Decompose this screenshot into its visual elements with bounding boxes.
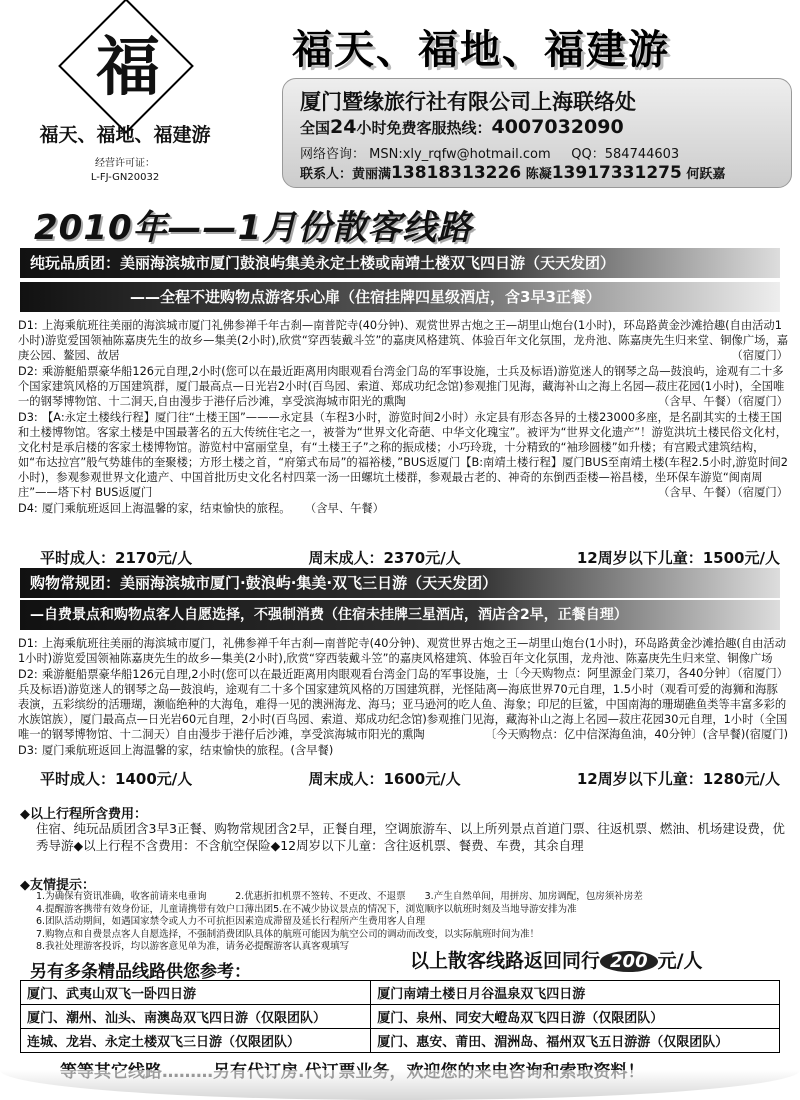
tips-heading: ◆友情提示： (20, 878, 95, 893)
hotline-prefix: 全国 (300, 119, 331, 137)
hotline (300, 116, 624, 138)
section1-price-child: 12周岁以下儿童：1500元/人 (576, 549, 780, 567)
logo-fu-character: 福 (96, 30, 160, 105)
page-title: 福天、福地、福建游 (292, 27, 670, 73)
route-cell: 厦门、泉州、同安大嶝岛双飞四日游（仅限团队） (371, 1005, 780, 1029)
section2-price-adult: 平时成人：1400元/人 (40, 770, 193, 788)
table-row (21, 981, 780, 1005)
company-name: 厦门暨缘旅行社有限公司上海联络处 (300, 90, 636, 114)
section2-day3: D3: 厦门乘航班返回上海温馨的家，结束愉快的旅程。(含早餐) (18, 744, 334, 757)
section2-itinerary (18, 636, 788, 759)
logo-slogan: 福天、福地、福建游 (39, 124, 211, 146)
section2-day2: D2: 乘游艇船票豪华船126元自理,2小时(您可以在最近距离用肉眼观看台湾金门岛的军事设施，士兵及标语)游览迷人的钢琴之岛—鼓浪屿，途观有二十多个国家建筑风格的万国建筑群，光怪陆离—海底世界70元自理，1.5小时（观看可爱的海狮和海豚表演，五彩缤纷的活珊瑚，濒临绝种的大海龟，难得一见的澳洲海龙、海马；亚马逊河的吃人鱼、海象；印尼的巨鲨，中国南海的珊瑚礁鱼类等丰富多彩的水族馆族），厦门最高点—日光岩60元自理，2小时(百鸟园、索道、郑成功纪念馆)参观推门见海，藏海补山之海上名园—菽庄花园30元自理，1小时（全国唯一的钢琴博物馆、十二洞天）自由漫步于港仔后沙滩，享受滨海城市阳光的熏陶 〔今天购物点：亿中信深海鱼油，40分钟〕(含早餐)(宿厦门) (18, 668, 788, 741)
section1-price-weekend: 周末成人：2370元/人 (308, 549, 461, 567)
section2-day1: D1: 上海乘航班往美丽的海滨城市厦门，礼佛参禅千年古刹—南普陀寺(40分钟)、观赏世界古炮之王—胡里山炮台(1小时)，环岛路黄金沙滩拾趣(自由活动1小时)游览爱国领袖陈嘉庚先生的故乡—集美(2小时),欣赏“穿西装戴斗笠”的嘉庚风格建筑、体验百年文化氛围，龙舟池、陈嘉庚先生归来堂、铜像广场 〔今天购物点：阿里源金门菜刀，各40分钟〕（宿厦门） (18, 637, 788, 680)
online-contact (300, 143, 679, 162)
section2-price-child: 12周岁以下儿童：1280元/人 (576, 770, 780, 788)
contact-1-name: 黄丽满 (352, 167, 392, 182)
hotline-number[interactable]: 4007032090 (491, 116, 624, 138)
footer-decoration (0, 1070, 800, 1100)
section1-day3: D3: 【A:永定土楼线行程】厦门往“土楼王国”———永定县（车程3小时，游览时间2小时）永定县有形态各异的土楼23000多座，是名副其实的土楼王国和土楼博物馆。客家土楼是中国最著名的五大传统住宅之一，被誉为“世界文化奇葩、中华文化瑰宝”。被评为“世界文化遗产”！游览洪坑土楼民俗文化村，文化村是承启楼的客家土楼博物馆。游览村中富丽堂皇，有“土楼王子”之称的振成楼；小巧玲珑，十分精致的“袖珍圆楼”如升楼；有宫殿式建筑结构，如“布达拉宫”般气势雄伟的奎聚楼；方形土楼之首，“府第式布局”的福裕楼，”BUS返厦门【B:南靖土楼行程】厦门BUS至南靖土楼(车程2.5小时,游览时间2小时)，参观参观世界文化遗产、中国首批历史文化名村四菜一汤一田螺坑土楼群，参观最古老的、神奇的东倒西歪楼—裕昌楼，坐环保车游览“闽南周庄”——塔下村 BUS返厦门 （含早、午餐）（宿厦门） (18, 411, 788, 499)
tip-line: 1.为确保有资讯准确，收客前请来电垂询 2.优惠折扣机票不签转、不更改、不退票 3.产生自然单间，用拼房、加房调配，包房须补房差 (36, 891, 643, 902)
fees-body: 住宿、纯玩品质团含3早3正餐、购物常规团含2早，正餐自理，空调旅游车、以上所列景点首道门票、往返机票、燃油、机场建设费，优秀导游◆以上行程不含费用：不含航空保险◆12周岁以下儿童：含往返机票、餐费、车费，其余自理 (36, 821, 785, 853)
section2-price-weekend: 周末成人：1600元/人 (308, 770, 461, 788)
tips-list (36, 891, 786, 954)
section2-title-bar: 购物常规团：美丽海滨城市厦门·鼓浪屿·集美·双飞三日游（天天发团） (20, 568, 780, 598)
section1-title-bar: 纯玩品质团：美丽海滨城市厦门鼓浪屿集美永定土楼或南靖土楼双飞四日游（天天发团） (20, 248, 780, 278)
month-title: 2010年——1月份散客线路 (34, 208, 473, 248)
section2-subtitle-bar: —自费景点和购物点客人自愿选择，不强制消费（住宿未挂牌三星酒店，酒店含2早，正餐自理） (20, 600, 780, 630)
contact-label: 联系人： (300, 167, 353, 182)
contact-persons (300, 163, 725, 183)
tip-line: 8.我社处理游客投诉，均以游客意见单为准，请务必提醒游客认真客观填写 (36, 941, 350, 952)
fees-heading: ◆以上行程所含费用： (20, 807, 147, 822)
route-cell: 连城、龙岩、永定土楼双飞三日游（仅限团队） (21, 1029, 371, 1053)
license-label: 经营许可证： (95, 158, 155, 169)
online-label: 网络咨询： (300, 147, 366, 162)
table-row (21, 1029, 780, 1053)
route-cell: 厦门南靖土楼日月谷温泉双飞四日游 (371, 981, 780, 1005)
tip-line: 4.提醒游客携带有效身份证，儿童请携带有效户口薄出团5.在不减少协议景点的情况下，浏览顺序以航班时刻及当地导游安排为准 (36, 903, 577, 915)
tip-line: 6.团队活动期间，如遇国家禁令或人力不可抗拒因素造成滞留及延长行程所产生费用客人自理 (36, 916, 426, 927)
contact-3-name: 何跃嘉 (686, 167, 726, 182)
section1-day4: D4: 厦门乘航班返回上海温馨的家，结束愉快的旅程。 （含早、午餐） (18, 502, 385, 515)
logo (20, 10, 230, 185)
section1-prices (40, 547, 780, 568)
route-cell: 厦门、惠安、莆田、湄洲岛、福州双飞五日游游（仅限团队） (371, 1029, 780, 1053)
section1-subtitle-bar: ——全程不进购物点游客乐心扉（住宿挂牌四星级酒店，含3早3正餐） (20, 282, 780, 312)
table-row (21, 1005, 780, 1029)
route-cell: 厦门、潮州、汕头、南澳岛双飞四日游（仅限团队） (21, 1005, 371, 1029)
section1-day1: D1: 上海乘航班往美丽的海滨城市厦门礼佛参禅千年古刹—南普陀寺(40分钟)、观赏世界古炮之王—胡里山炮台(1小时)，环岛路黄金沙滩拾趣(自由活动1小时)游览爱国领袖陈嘉庚先生的故乡—集美(2小时),欣赏“穿西装戴斗笠”的嘉庚风格建筑、体验百年文化氛围，龙舟池、陈嘉庚先生归来堂、铜像广场，嘉庚公园、鳌园、故居 （宿厦门） (18, 319, 789, 362)
section1-itinerary (18, 318, 788, 517)
routes-table (20, 980, 780, 1053)
hotline-label: 小时免费客服热线： (356, 119, 492, 137)
tip-line: 7.购物点和自费景点客人自愿选择，不强制消费团队具体的航班可能因为航空公司的调动而改变，以实际航班时间为准！ (36, 928, 540, 940)
hotline-hours: 24 (330, 116, 357, 138)
qq-number[interactable]: QQ：584744603 (571, 147, 680, 162)
route-cell: 厦门、武夷山双飞一卧四日游 (21, 981, 371, 1005)
more-routes-title: 另有多条精品线路供您参考： (30, 962, 251, 982)
contact-2-name: 陈凝 (525, 167, 552, 182)
return-price-banner: 以上散客线路返回同行 200 元/人 (410, 950, 703, 972)
section2-prices (40, 768, 780, 789)
contact-1-phone[interactable]: 13818313226 (391, 163, 522, 183)
return-price-badge: 200 (600, 951, 658, 972)
section1-day2: D2: 乘游艇船票豪华船126元自理,2小时(您可以在最近距离用肉眼观看台湾金门岛的军事设施，士兵及标语)游览迷人的钢琴之岛—鼓浪屿，途观有二十多个国家建筑风格的万国建筑群，厦门最高点—日光岩2小时(百鸟园、索道、郑成功纪念馆)参观推门见海，藏海补山之海上名园—菽庄花园(1小时)，全国唯一的钢琴博物馆、十二洞天,自由漫步于港仔后沙滩，享受滨海城市阳光的熏陶 （含早、午餐）（宿厦门） (18, 365, 788, 408)
contact-2-phone[interactable]: 13917331275 (551, 163, 682, 183)
section1-price-adult: 平时成人：2170元/人 (40, 549, 193, 567)
license-number: L-FJ-GN20032 (90, 172, 160, 183)
msn-address[interactable]: MSN:xly_rqfw@hotmail.com (369, 147, 551, 162)
